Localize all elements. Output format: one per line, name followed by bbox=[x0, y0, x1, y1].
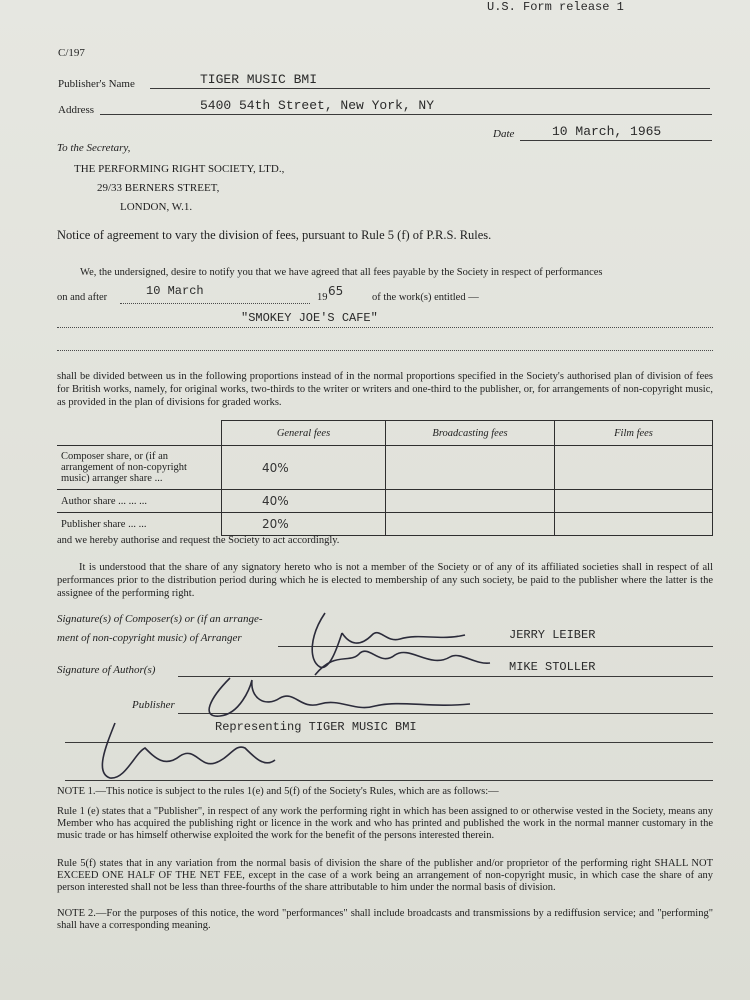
table-row bbox=[57, 446, 713, 490]
notice-title: Notice of agreement to vary the division of fees, pursuant to Rule 5 (f) of P.R.S. Rules. bbox=[57, 228, 492, 242]
form-ref: C/197 bbox=[58, 47, 85, 59]
composer-general: 40% bbox=[222, 446, 386, 490]
author-general: 40% bbox=[222, 490, 386, 513]
additional-signature bbox=[85, 718, 285, 788]
row-label-publisher: Publisher share ... ... bbox=[57, 513, 222, 536]
intro-text: We, the undersigned, desire to notify you that we have agreed that all fees payable by the Society in respect of performances bbox=[80, 267, 603, 278]
composer-film bbox=[555, 446, 713, 490]
start-date: 10 March bbox=[146, 284, 204, 298]
date-label: Date bbox=[493, 128, 515, 140]
understood-text: It is understood that the share of any signatory hereto who is not a member of the Society or of any of its affiliated societies shall in respect of all performances prior to the distribution period during which he is elected to membership of any such society, be paid to the publisher where the latter is the assignee of the performing right. bbox=[57, 562, 713, 599]
row-label-author: Author share ... ... ... bbox=[57, 490, 222, 513]
publisher-label: Publisher's Name bbox=[58, 78, 135, 90]
author-broadcasting bbox=[386, 490, 555, 513]
table-row bbox=[57, 513, 713, 536]
composer-broadcasting bbox=[386, 446, 555, 490]
header-general: General fees bbox=[222, 421, 386, 446]
year-prefix: 19 bbox=[317, 292, 328, 303]
row-label-composer: Composer share, or (if an arrangement of non-copyright music) arranger share ... bbox=[57, 446, 222, 490]
year-value: 65 bbox=[328, 284, 344, 298]
note-1: NOTE 1.—This notice is subject to the rules 1(e) and 5(f) of the Society's Rules, which are as follows:— bbox=[57, 786, 499, 797]
table-row bbox=[57, 490, 713, 513]
address-label: Address bbox=[58, 104, 95, 116]
representing-text: Representing TIGER MUSIC BMI bbox=[215, 720, 417, 734]
note-2: NOTE 2.—For the purposes of this notice, the word "performances" shall include broadcasts and transmissions by a rediffusion service; and "performing" shall have a corresponding meaning. bbox=[57, 908, 713, 931]
publisher-value: TIGER MUSIC BMI bbox=[200, 72, 318, 87]
society-name: THE PERFORMING RIGHT SOCIETY, LTD., bbox=[74, 163, 285, 175]
author-name: MIKE STOLLER bbox=[509, 660, 596, 674]
authorise-text: and we hereby authorise and request the Society to act accordingly. bbox=[57, 535, 340, 546]
sig-composer-label-2: ment of non-copyright music) of Arranger bbox=[57, 632, 242, 644]
address-value: 5400 54th Street, New York, NY bbox=[200, 98, 435, 113]
works-entitled: of the work(s) entitled — bbox=[372, 292, 479, 303]
form-release-label: U.S. Form release 1 bbox=[487, 0, 624, 14]
division-text: shall be divided between us in the following proportions instead of in the normal proportions specified in the Society's authorised plan of division of fees for British works, namely, for original works, two-thirds to the writer or writers and one-third to the publisher, or, for arrangements of non-copyright music, as provided in the plan of divisions for graded works. bbox=[57, 371, 713, 408]
composer-name: JERRY LEIBER bbox=[509, 628, 596, 642]
author-film bbox=[555, 490, 713, 513]
to-secretary: To the Secretary, bbox=[57, 142, 131, 154]
society-city: LONDON, W.1. bbox=[120, 201, 193, 213]
publisher-film bbox=[555, 513, 713, 536]
date-value: 10 March, 1965 bbox=[552, 124, 662, 139]
publisher-general: 20% bbox=[222, 513, 386, 536]
header-film: Film fees bbox=[555, 421, 713, 446]
publisher-sig-label: Publisher bbox=[132, 699, 175, 711]
rule-5f: Rule 5(f) states that in any variation from the normal basis of division the share of the publisher and/or proprietor of the performing right SHALL NOT EXCEED ONE HALF OF THE NET FEE, except in the case of a work being an arrangement of non-copyright music, in which case the share of any person interested shall not be less than three-fourths of the share attributable to him under the normal basis of division. bbox=[57, 858, 713, 893]
on-and-after-label: on and after bbox=[57, 292, 108, 303]
publisher-broadcasting bbox=[386, 513, 555, 536]
sig-composer-label-1: Signature(s) of Composer(s) or (if an arrange- bbox=[57, 613, 263, 625]
society-street: 29/33 BERNERS STREET, bbox=[97, 182, 220, 194]
shares-table bbox=[57, 420, 713, 536]
header-broadcasting: Broadcasting fees bbox=[386, 421, 555, 446]
sig-author-label: Signature of Author(s) bbox=[57, 664, 156, 676]
rule-1e: Rule 1 (e) states that a "Publisher", in respect of any work the performing right in which has been assigned to or otherwise vested in the Society, means any Member who has acquired the publishing right or licence in the work and who has printed and published the work in the normal manner customary in the music trade or has himself otherwise exploited the work for the benefit of the persons interested therein. bbox=[57, 806, 713, 841]
work-title: "SMOKEY JOE'S CAFE" bbox=[241, 311, 378, 325]
